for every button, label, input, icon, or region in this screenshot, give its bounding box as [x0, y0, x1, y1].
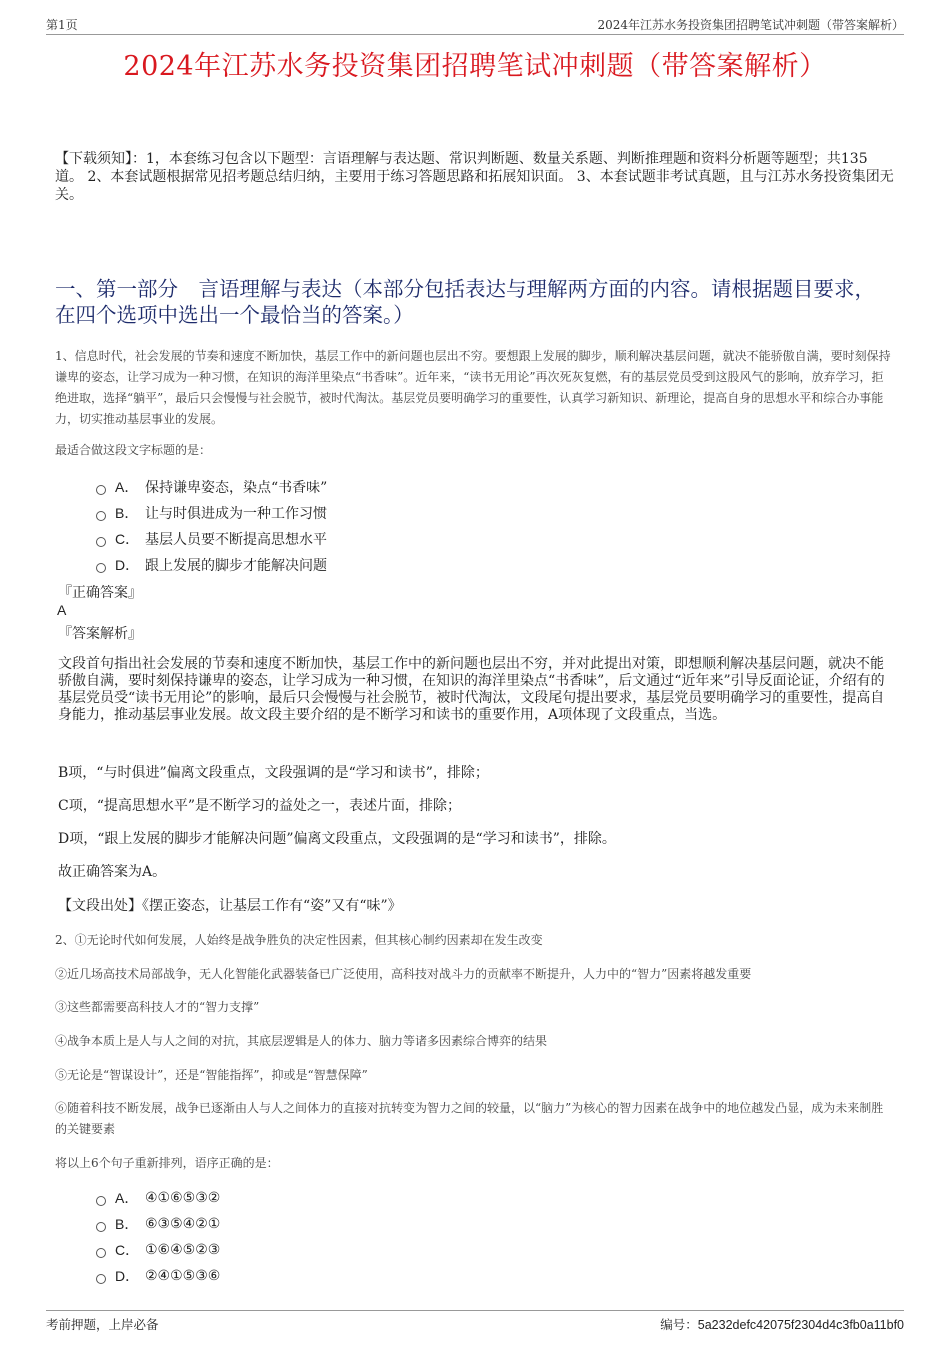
q2-sentence-6: ⑥随着科技不断发展，战争已逐渐由人与人之间体力的直接对抗转变为智力之间的较量，以“脑力”为核心的智力因素在战争中的地位越发凸显，成为未来制胜的关键要素 [55, 1101, 884, 1136]
radio-icon[interactable] [96, 537, 106, 547]
q2-sentence-4: ④战争本质上是人与人之间的对抗，其底层逻辑是人的体力、脑力等诸多因素综合博弈的结果 [55, 1034, 548, 1048]
analysis-label: 『答案解析』 [58, 626, 142, 642]
radio-icon[interactable] [96, 1222, 106, 1232]
q1-option-d[interactable] [96, 552, 327, 578]
q2-sentence-1: 2、①无论时代如何发展，人始终是战争胜负的决定性因素，但其核心制约因素却在发生改变 [55, 933, 543, 947]
q1-option-c[interactable] [96, 526, 327, 552]
q2-option-c[interactable] [96, 1237, 220, 1263]
answer-label: 『正确答案』 [58, 585, 142, 601]
footer-code [660, 1315, 904, 1333]
analysis-conclusion: 故正确答案为A。 [58, 864, 167, 880]
footer-code-label: 编号： [660, 1317, 698, 1332]
analysis-option-c: C项，“提高思想水平”是不断学习的益处之一，表述片面，排除； [58, 798, 462, 814]
option-letter: A． [115, 479, 139, 495]
q1-option-b[interactable] [96, 500, 327, 526]
q2-option-a[interactable] [96, 1185, 220, 1211]
q1-options [96, 474, 327, 578]
radio-icon[interactable] [96, 1196, 106, 1206]
answer-value: A [57, 602, 67, 618]
option-text: 保持谦卑姿态，染点“书香味” [145, 480, 328, 496]
page-number: 第1页 [46, 18, 78, 32]
radio-icon[interactable] [96, 485, 106, 495]
q1-option-a[interactable] [96, 474, 327, 500]
option-text: ①⑥④⑤②③ [145, 1242, 221, 1258]
q1-stem: 1、信息时代，社会发展的节奏和速度不断加快，基层工作中的新问题也层出不穷。要想跟上发展的脚步，顺利解决基层问题，就决不能骄傲自满，要时刻保持谦卑的姿态，让学习成为一种习惯，在知识的海洋里染点“书香味”。近年来，“读书无用论”再次死灰复燃，有的基层党员受到这股风气的影响，放弃学习，拒绝进取，选择“躺平”，最后只会慢慢与社会脱节，被时代淘汰。基层党员要明确学习的重要性，认真学习新知识、新理论，提高自身的思想水平和综合办事能力，切实推动基层事业的发展。 [55, 349, 891, 426]
option-letter: D． [115, 557, 140, 573]
option-text: 跟上发展的脚步才能解决问题 [145, 558, 327, 574]
option-letter: C． [115, 531, 140, 547]
document-title: 2024年江苏水务投资集团招聘笔试冲刺题（带答案解析） [123, 51, 827, 82]
option-text: 让与时俱进成为一种工作习惯 [145, 506, 327, 522]
radio-icon[interactable] [96, 511, 106, 521]
q2-prompt: 将以上6个句子重新排列，语序正确的是： [55, 1156, 279, 1170]
analysis-source: 【文段出处】《摆正姿态，让基层工作有“姿”又有“味”》 [58, 898, 402, 914]
page-header [46, 14, 904, 35]
option-text: ②④①⑤③⑥ [145, 1268, 221, 1284]
option-letter: B． [115, 1216, 139, 1232]
option-text: 基层人员要不断提高思想水平 [145, 532, 327, 548]
section-heading: 一、第一部分 言语理解与表达（本部分包括表达与理解两方面的内容。请根据题目要求，在四个选项中选出一个最恰当的答案。） [55, 277, 875, 327]
option-letter: A． [115, 1190, 139, 1206]
q2-option-b[interactable] [96, 1211, 220, 1237]
q2-option-d[interactable] [96, 1263, 220, 1289]
q2-options [96, 1185, 220, 1289]
q2-sentence-2: ②近几场高技术局部战争，无人化智能化武器装备已广泛使用，高科技对战斗力的贡献率不断提升，人力中的“智力”因素将越发重要 [55, 967, 752, 981]
analysis-option-b: B项，“与时俱进”偏离文段重点，文段强调的是“学习和读书”，排除； [58, 765, 489, 781]
option-letter: B． [115, 505, 139, 521]
q2-sentence-3: ③这些都需要高科技人才的“智力支撑” [55, 1000, 260, 1014]
radio-icon[interactable] [96, 1274, 106, 1284]
analysis-option-d: D项，“跟上发展的脚步才能解决问题”偏离文段重点，文段强调的是“学习和读书”，排除。 [58, 831, 616, 847]
radio-icon[interactable] [96, 1248, 106, 1258]
download-notice: 【下载须知】：1，本套练习包含以下题型：言语理解与表达题、常识判断题、数量关系题、判断推理题和资料分析题等题型；共135道。 2、本套试题根据常见招考题总结归纳，主要用于练习答题思路和拓展知识面。 3、本套试题非考试真题，且与江苏水务投资集团无关。 [55, 151, 894, 203]
footer-slogan: 考前押题，上岸必备 [46, 1317, 159, 1332]
q2-sentence-5: ⑤无论是“智谋设计”，还是“智能指挥”，抑或是“智慧保障” [55, 1068, 368, 1082]
option-text: ⑥③⑤④②① [145, 1216, 221, 1232]
page-footer [46, 1310, 904, 1333]
option-letter: C． [115, 1242, 140, 1258]
option-text: ④①⑥⑤③② [145, 1190, 221, 1206]
option-letter: D． [115, 1268, 140, 1284]
q1-prompt: 最适合做这段文字标题的是： [55, 443, 212, 457]
footer-code-value: 5a232defc42075f2304d4c3fb0a11bf0 [697, 1318, 904, 1332]
header-doc-title: 2024年江苏水务投资集团招聘笔试冲刺题（带答案解析） [597, 18, 904, 32]
radio-icon[interactable] [96, 563, 106, 573]
analysis-paragraph-main: 文段首句指出社会发展的节奏和速度不断加快，基层工作中的新问题也层出不穷，并对此提出对策，即想顺利解决基层问题，就决不能骄傲自满，要时刻保持谦卑的姿态，让学习成为一种习惯，在知识的海洋里染点“书香味”，后文通过“近年来”引导反面论证，介绍有的基层党员受“读书无用论”的影响，最后只会慢慢与社会脱节，被时代淘汰，文段尾句提出要求，基层党员要明确学习的重要性，提高自身能力，推动基层事业发展。故文段主要介绍的是不断学习和读书的重要作用，A项体现了文段重点，当选。 [58, 656, 885, 723]
